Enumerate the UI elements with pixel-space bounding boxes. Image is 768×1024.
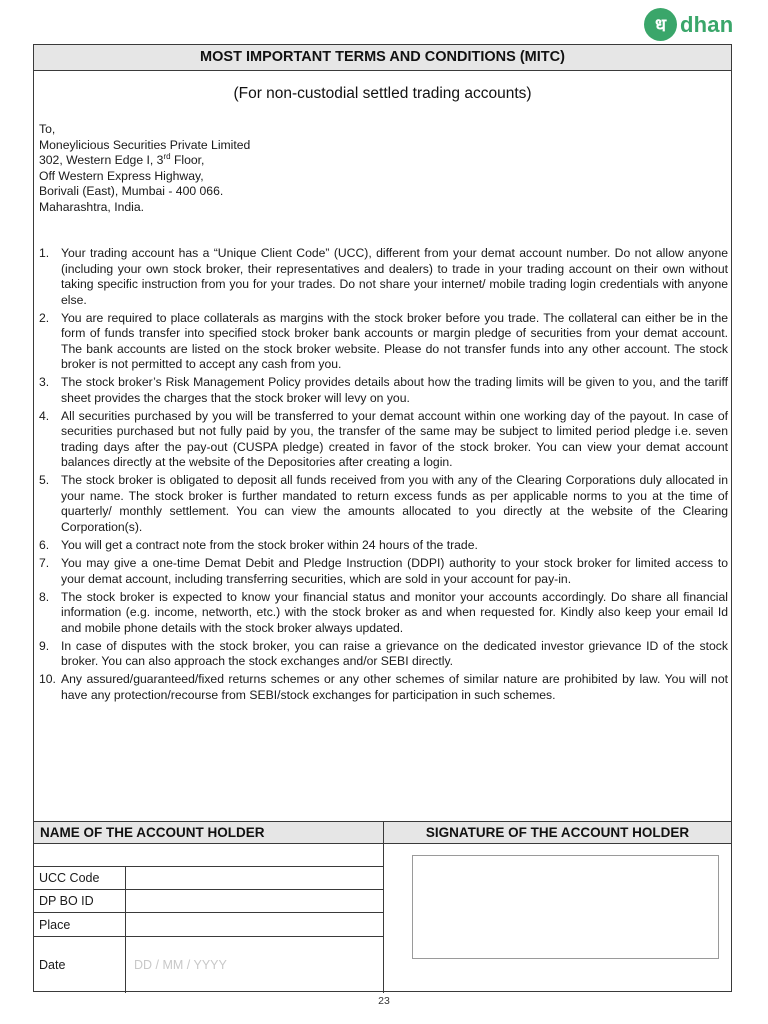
account-holder-section bbox=[34, 821, 731, 993]
address-highway: Off Western Express Highway, bbox=[39, 168, 204, 183]
page-number: 23 bbox=[378, 995, 390, 1007]
term-number: 6. bbox=[39, 537, 50, 552]
date-field[interactable]: DD / MM / YYYY bbox=[134, 958, 227, 972]
dp-bo-id-label: DP BO ID bbox=[34, 890, 126, 912]
address-salutation: To, bbox=[39, 122, 56, 136]
ucc-code-field[interactable] bbox=[126, 867, 384, 889]
term-number: 4. bbox=[39, 408, 50, 423]
term-number: 7. bbox=[39, 556, 50, 571]
dp-bo-id-field[interactable] bbox=[126, 890, 384, 912]
term-item bbox=[39, 246, 728, 308]
name-field[interactable] bbox=[34, 844, 384, 866]
signature-header: SIGNATURE OF THE ACCOUNT HOLDER bbox=[384, 821, 731, 844]
term-text: The stock broker is obligated to deposit all funds received from you with any of the Clearing Corporations duly allocated in your name. The stock broker is further mandated to return excess funds as per applicable norms to you at the time of quarterly/ monthly settlement. You can view the amounts allocated to you directly at the website of the Clearing Corporation(s). bbox=[61, 473, 728, 534]
term-text: Your trading account has a “Unique Client Code” (UCC), different from your demat account number. Do not allow anyone (including your own stock broker, their representatives and dealers) to trade in your trading account on their own without taking specific instruction from you for your trades. Do not share your internet/ mobile trading login credentials with anyone else. bbox=[61, 246, 728, 307]
recipient-address bbox=[39, 122, 250, 216]
term-text: You are required to place collaterals as margins with the stock broker before you trade. The collateral can either be in the form of funds transfer into specified stock broker bank accounts or margin pledge of securities from your demat account. The bank accounts are listed on the stock broker website. Please do not transfer funds into any other account. The stock broker is not permitted to accept any cash from you. bbox=[61, 310, 728, 372]
term-number: 1. bbox=[39, 246, 50, 260]
place-label: Place bbox=[34, 913, 126, 936]
name-field-row[interactable] bbox=[34, 844, 384, 867]
address-floor: Floor, bbox=[170, 153, 205, 168]
address-street-text: 302, Western Edge I, 3 bbox=[39, 153, 164, 168]
term-item bbox=[39, 375, 728, 406]
term-item bbox=[39, 409, 728, 471]
address-ordinal: rd bbox=[163, 152, 171, 162]
term-item bbox=[39, 473, 728, 535]
term-item bbox=[39, 672, 728, 703]
address-state: Maharashtra, India. bbox=[39, 199, 145, 214]
address-company: Moneylicious Securities Private Limited bbox=[39, 137, 251, 152]
term-item bbox=[39, 538, 728, 554]
document-subtitle: (For non-custodial settled trading accounts) bbox=[233, 85, 532, 102]
ucc-code-row bbox=[34, 867, 384, 890]
term-number: 8. bbox=[39, 589, 50, 604]
dhan-logo bbox=[644, 8, 733, 41]
term-text: All securities purchased by you will be transferred to your demat account within one working day of the payout. In case of securities purchased but not fully paid by you, the transfer of the same may be subject to limited period pledge i.e. seven trading days after the pay-out (CUSPA pledge) created in favor of the stock broker. You can view your demat account balances directly at the website of the Depositories after creating a login. bbox=[61, 408, 728, 470]
place-field[interactable] bbox=[126, 913, 384, 936]
term-number: 9. bbox=[39, 638, 50, 653]
term-item bbox=[39, 639, 728, 670]
term-item bbox=[39, 590, 728, 637]
signature-box[interactable] bbox=[412, 855, 719, 959]
name-header: NAME OF THE ACCOUNT HOLDER bbox=[34, 821, 384, 844]
term-number: 2. bbox=[39, 310, 50, 325]
term-text: You may give a one-time Demat Debit and Pledge Instruction (DDPI) authority to your stock broker for limited access to your demat account, including transferring securities, which are sold in your account for pay-in. bbox=[61, 556, 728, 586]
address-street bbox=[39, 153, 250, 169]
ucc-code-label: UCC Code bbox=[34, 867, 126, 889]
term-item bbox=[39, 556, 728, 587]
mitc-form bbox=[33, 44, 732, 992]
dp-bo-id-row bbox=[34, 890, 384, 913]
terms-list bbox=[39, 246, 728, 706]
address-city: Borivali (East), Mumbai - 400 066. bbox=[39, 184, 224, 199]
term-text: The stock broker is expected to know your financial status and monitor your accounts accordingly. Do share all financial information (e.g. income, networth, etc.) with the stock broker as and when requested for. Kindly also keep your email Id and mobile phone details with the stock broker always updated. bbox=[61, 589, 728, 635]
term-number: 3. bbox=[39, 375, 50, 390]
term-text: You will get a contract note from the stock broker within 24 hours of the trade. bbox=[61, 537, 478, 552]
term-number: 5. bbox=[39, 473, 50, 488]
term-text: Any assured/guaranteed/fixed returns schemes or any other schemes of similar nature are prohibited by law. You will not have any protection/recourse from SEBI/stock exchanges for participation in such schemes. bbox=[61, 672, 728, 702]
term-item bbox=[39, 311, 728, 373]
dhan-logo-text: dhan bbox=[680, 11, 734, 37]
term-text: The stock broker’s Risk Management Policy provides details about how the trading limits will be given to you, and the tariff sheet provides the charges that the stock broker will levy on you. bbox=[61, 375, 728, 405]
document-title: MOST IMPORTANT TERMS AND CONDITIONS (MITC) bbox=[34, 45, 731, 71]
account-details-table bbox=[34, 844, 384, 993]
term-number: 10. bbox=[39, 672, 56, 687]
place-row bbox=[34, 913, 384, 937]
dhan-logo-icon: ध bbox=[644, 8, 677, 41]
date-row bbox=[34, 937, 384, 993]
term-text: In case of disputes with the stock broker, you can raise a grievance on the dedicated investor grievance ID of the stock broker. You can also approach the stock exchanges and/or SEBI directly. bbox=[61, 638, 728, 669]
date-label: Date bbox=[34, 937, 126, 993]
